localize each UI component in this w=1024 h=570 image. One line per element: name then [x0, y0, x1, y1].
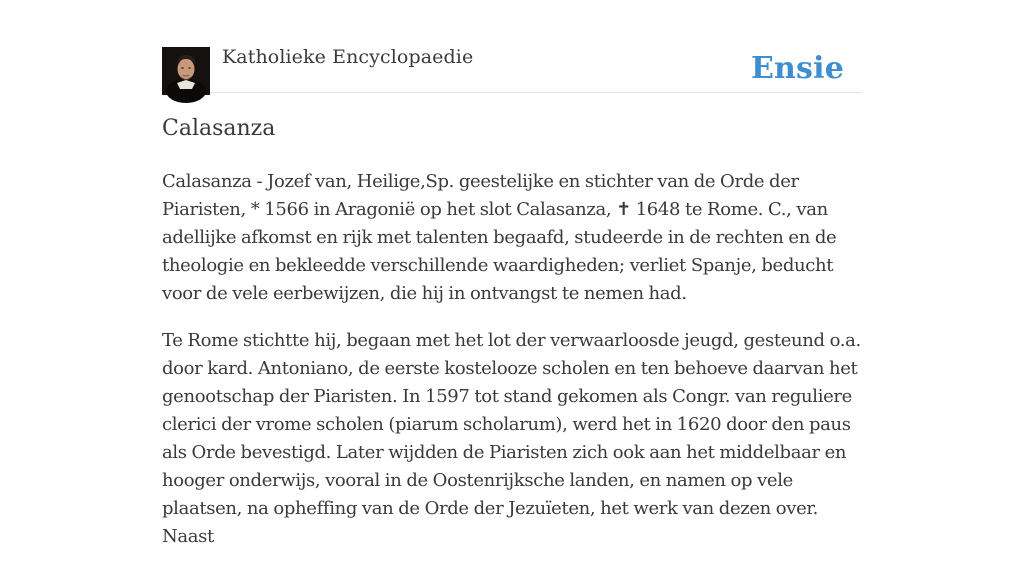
ensie-logo[interactable]: Ensie — [750, 51, 844, 86]
article-title: Calasanza — [162, 116, 276, 141]
article-paragraph: Calasanza - Jozef van, Heilige,Sp. geestelijke en stichter van de Orde der Piaristen, * 1566 in Aragonië op het slot Calasanza, ✝ 1648 te Rome. C., van adellijke afkomst en rijk met talenten begaafd, studeerde in de rechten en de theologie en bekleedde verschillende waardigheden; verliet Spanje, beducht voor de vele eerbewijzen, die hij in ontvangst te nemen had. — [162, 171, 837, 304]
site-title[interactable]: Katholieke Encyclopaedie — [222, 46, 474, 68]
article-paragraph: Te Rome stichtte hij, begaan met het lot der verwaarloosde jeugd, gesteund o.a. door kard. Antoniano, de eerste kostelooze scholen en ten behoeve daarvan het genootschap der Piaristen. In 1597 tot stand gekomen als Congr. van reguliere clerici der vrome scholen (piarum scholarum), werd het in 1620 door den paus als Orde bevestigd. Later wijdden de Piaristen zich ook aan het middelbaar en hooger onderwijs, vooral in de Oostenrijksche landen, en namen op vele plaatsen, na opheffing van de Orde der Jezuïeten, het werk van dezen over. Naast — [162, 330, 861, 547]
article-body — [162, 168, 866, 570]
site-header — [162, 46, 862, 93]
portrait-avatar-icon[interactable] — [162, 47, 210, 95]
